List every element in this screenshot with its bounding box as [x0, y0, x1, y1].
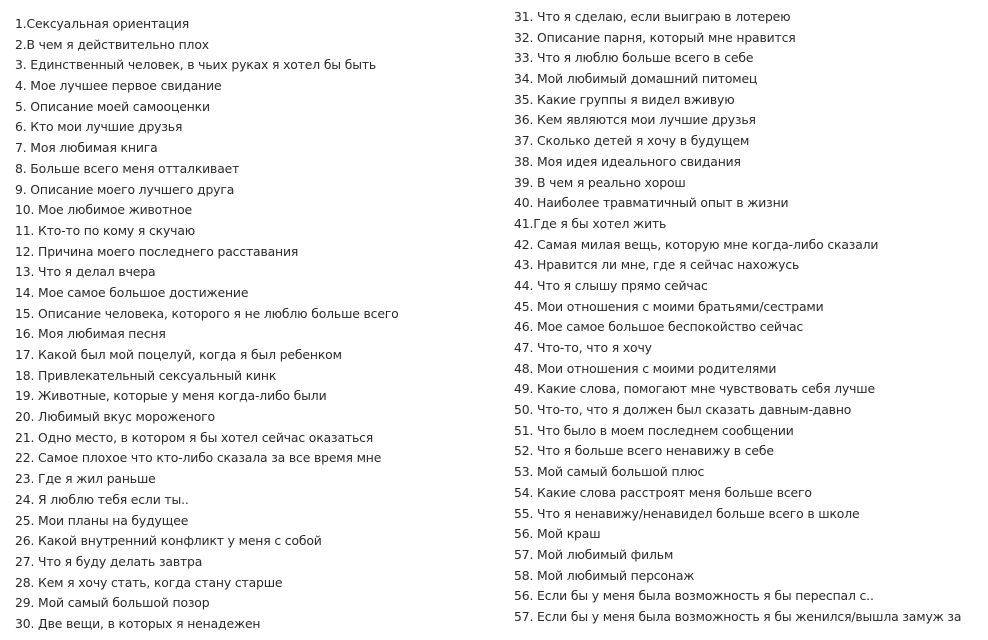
list-item: 51. Что было в моем последнем сообщении — [514, 422, 794, 438]
list-item: 53. Мой самый большой плюс — [514, 464, 705, 480]
list-item: 13. Что я делал вчера — [15, 264, 156, 280]
list-item: 21. Одно место, в котором я бы хотел сейчас оказаться — [15, 429, 374, 445]
list-item: 57. Если бы у меня была возможность я бы женился/вышла замуж за — [514, 608, 962, 624]
question-list-left — [15, 14, 485, 635]
list-item: 3. Единственный человек, в чьих руках я хотел бы быть — [15, 57, 377, 73]
list-item: 12. Причина моего последнего расставания — [15, 243, 299, 259]
list-item: 50. Что-то, что я должен был сказать давным-давно — [514, 402, 852, 418]
list-item: 30. Две вещи, в которых я ненадежен — [15, 615, 261, 631]
list-item: 10. Мое любимое животное — [15, 202, 193, 218]
list-item: 7. Моя любимая книга — [15, 140, 158, 156]
list-item: 19. Животные, которые у меня когда-либо были — [15, 388, 327, 404]
list-item: 4. Мое лучшее первое свидание — [15, 78, 222, 94]
list-item: 31. Что я сделаю, если выиграю в лотерею — [514, 9, 791, 24]
list-item: 18. Привлекательный сексуальный кинк — [15, 367, 277, 383]
list-item: 33. Что я люблю больше всего в себе — [514, 50, 754, 66]
list-item: 42. Самая милая вещь, которую мне когда-либо сказали — [514, 236, 879, 252]
list-item: 37. Сколько детей я хочу в будущем — [514, 133, 750, 149]
list-item: 41.Где я бы хотел жить — [514, 215, 667, 231]
list-item: 40. Наиболее травматичный опыт в жизни — [514, 195, 789, 211]
list-item: 15. Описание человека, которого я не люблю больше всего — [15, 305, 399, 321]
list-item: 34. Мой любимый домашний питомец — [514, 71, 758, 87]
list-item: 54. Какие слова расстроят меня больше всего — [514, 484, 812, 500]
list-item: 6. Кто мои лучшие друзья — [15, 119, 183, 135]
list-item: 2.В чем я действительно плох — [15, 36, 209, 52]
question-list-right — [514, 7, 984, 628]
list-item: 48. Мои отношения с моими родителями — [514, 360, 777, 376]
list-item: 57. Мой любимый фильм — [514, 546, 674, 562]
list-item: 27. Что я буду делать завтра — [15, 553, 203, 569]
list-item: 5. Описание моей самооценки — [15, 98, 210, 114]
list-item: 45. Мои отношения с моими братьями/сестрами — [514, 298, 824, 314]
list-item: 47. Что-то, что я хочу — [514, 340, 652, 355]
list-item: 43. Нравится ли мне, где я сейчас нахожусь — [514, 257, 800, 273]
list-item: 58. Мой любимый персонаж — [514, 567, 695, 583]
list-item: 28. Кем я хочу стать, когда стану старше — [15, 574, 283, 590]
list-item: 25. Мои планы на будущее — [15, 512, 189, 528]
list-item: 46. Мое самое большое беспокойство сейчас — [514, 319, 804, 335]
list-item: 17. Какой был мой поцелуй, когда я был ребенком — [15, 347, 342, 362]
list-item: 24. Я люблю тебя если ты.. — [15, 491, 189, 507]
list-item: 23. Где я жил раньше — [15, 471, 156, 487]
list-item: 14. Мое самое большое достижение — [15, 284, 249, 300]
list-item: 49. Какие слова, помогают мне чувствовать себя лучше — [514, 381, 875, 397]
list-item: 38. Моя идея идеального свидания — [514, 153, 741, 169]
list-item: 32. Описание парня, который мне нравится — [514, 29, 796, 45]
list-item: 39. В чем я реально хорош — [514, 174, 686, 190]
list-item: 35. Какие группы я видел вживую — [514, 91, 735, 107]
list-item: 22. Самое плохое что кто-либо сказала за все время мне — [15, 450, 382, 466]
list-item: 16. Моя любимая песня — [15, 326, 166, 342]
list-item: 56. Мой краш — [514, 526, 601, 542]
list-item: 36. Кем являются мои лучшие друзья — [514, 112, 756, 128]
list-item: 11. Кто-то по кому я скучаю — [15, 222, 196, 238]
list-item: 44. Что я слышу прямо сейчас — [514, 277, 708, 293]
list-item: 20. Любимый вкус мороженого — [15, 409, 215, 425]
list-item: 55. Что я ненавижу/ненавидел больше всего в школе — [514, 505, 860, 521]
list-item: 1.Сексуальная ориентация — [15, 16, 190, 31]
list-item: 52. Что я больше всего ненавижу в себе — [514, 443, 774, 459]
list-item: 9. Описание моего лучшего друга — [15, 181, 235, 197]
list-item: 29. Мой самый большой позор — [15, 595, 210, 611]
list-item: 8. Больше всего меня отталкивает — [15, 160, 240, 176]
list-item: 26. Какой внутренний конфликт у меня с собой — [15, 533, 322, 549]
list-item: 56. Если бы у меня была возможность я бы переспал с.. — [514, 588, 874, 604]
